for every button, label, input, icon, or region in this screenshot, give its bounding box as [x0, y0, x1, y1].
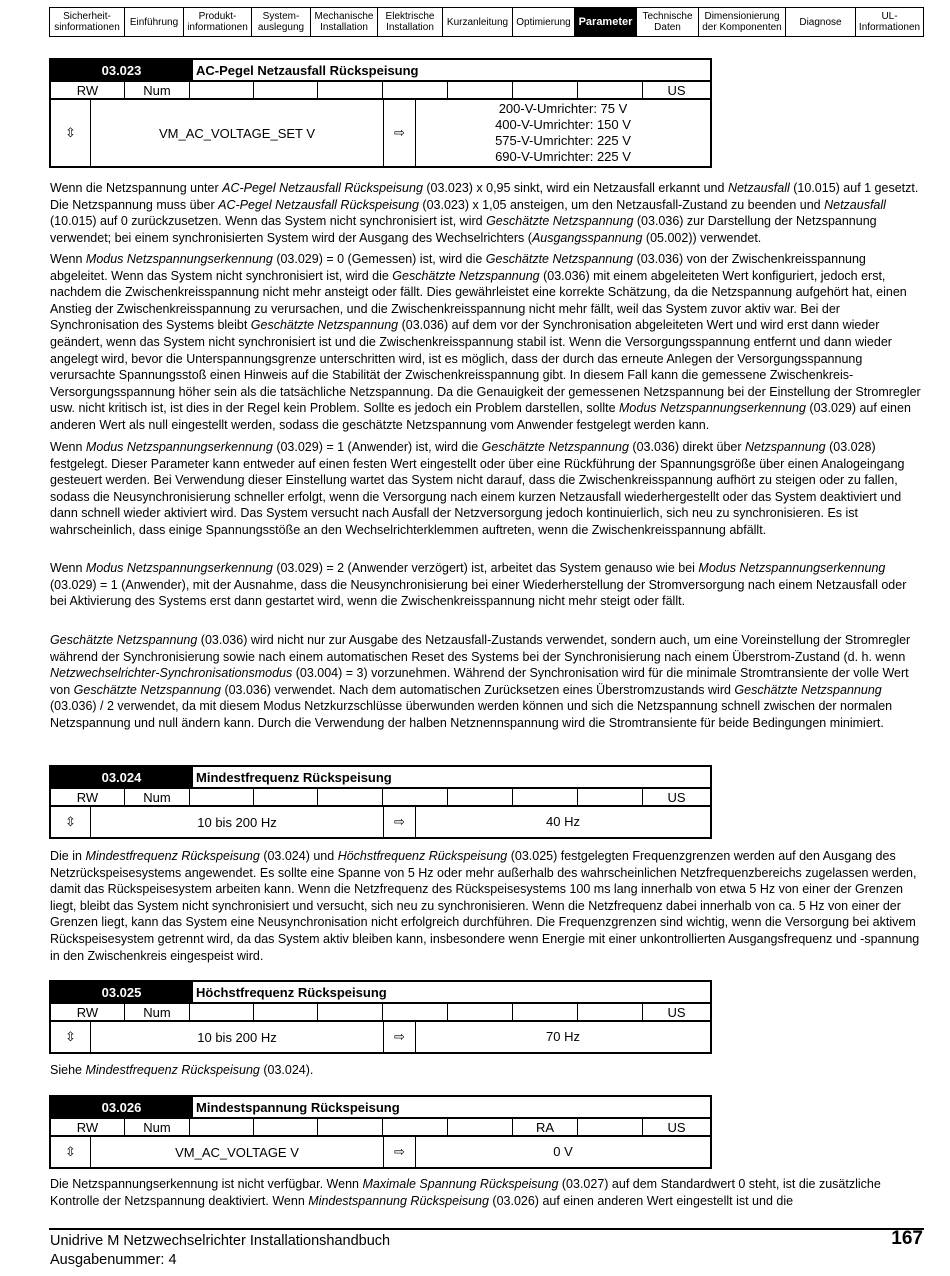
text-run: Wenn	[50, 561, 86, 575]
nav-item-safety[interactable]: Sicherheit- sinformationen	[50, 8, 125, 36]
page-number: 167	[891, 1228, 923, 1249]
parameter-reference: Geschätzte Netzspannung	[734, 682, 882, 697]
attr-ra	[513, 1004, 578, 1020]
parameter-reference: Netzausfall	[727, 181, 790, 195]
parameter-number: 03.026	[51, 1097, 192, 1117]
text-run: Siehe	[50, 1063, 86, 1077]
parameter-range: 10 bis 200 Hz	[91, 807, 384, 837]
text-run: (03.023) x 1,05 ansteigen, um den Netzausfall-Zustand zu beenden und	[418, 197, 825, 212]
nav-item-optimization[interactable]: Optimierung	[513, 8, 575, 36]
parameter-reference: Geschätzte Netzspannung	[392, 268, 540, 283]
attr-num: Num	[125, 789, 190, 805]
parameter-reference: Maximale Spannung Rückspeisung	[362, 1177, 559, 1191]
paragraph-2	[50, 251, 922, 434]
default-200v: 200-V-Umrichter: 75 V	[498, 101, 628, 116]
text-run: (03.029) = 1 (Anwender) ist, wird die	[272, 440, 482, 454]
parameter-reference: Modus Netzspannungserkennung	[85, 561, 273, 575]
right-arrow-icon: ⇨	[384, 807, 416, 837]
parameter-reference: Geschätzte Netzspannung	[485, 252, 634, 266]
paragraph-5	[50, 632, 922, 732]
paragraph-8	[50, 1176, 922, 1209]
parameter-reference: Modus Netzspannungserkennung	[85, 252, 273, 266]
text-run: (05.002)) verwendet.	[642, 230, 762, 245]
nav-item-parameter[interactable]: Parameter	[575, 8, 637, 36]
text-run: (10.015) auf 1 gesetzt. Die Netzspannung muss über	[50, 181, 919, 212]
parameter-table-03-026	[49, 1095, 712, 1169]
attr-ra	[513, 789, 578, 805]
parameter-reference: Netzspannung	[745, 440, 826, 454]
attr-rw: RW	[51, 789, 125, 805]
parameter-default: 40 Hz	[546, 814, 580, 829]
attr-num: Num	[125, 82, 190, 98]
parameter-default: 70 Hz	[546, 1029, 580, 1044]
parameter-table-03-023	[49, 58, 712, 168]
up-down-arrow-icon: ⇳	[51, 100, 91, 166]
parameter-number: 03.023	[51, 60, 192, 80]
text-run: (03.029) = 0 (Gemessen) ist, wird die	[272, 252, 486, 266]
text-run: (03.036) / 2 verwendet, da mit diesem Modus Netzkurzschlüsse überwunden werden können und sich die Netzspannung schnell zwischen der normalen Netzspannung und null ändern kann. Durch die Verwendung der halben Netznennspannung wird die Stromtransiente für beide Bedingungen minimiert.	[50, 699, 893, 730]
parameter-reference: AC-Pegel Netzausfall Rückspeisung	[218, 197, 419, 212]
parameter-reference: Mindestfrequenz Rückspeisung	[85, 1063, 260, 1077]
text-run: (03.029) auf einen anderen Wert als null eingestellt werden, sodass die geschätzte Netzspannung vom Anwender festgelegt werden kann.	[50, 401, 911, 432]
text-run: (03.004) = 3) vorzunehmen. Während der Synchronisation wird für die minimale Stromtransiente der volle Wert von	[50, 666, 909, 697]
parameter-range: VM_AC_VOLTAGE_SET V	[91, 100, 384, 166]
parameter-reference: AC-Pegel Netzausfall Rückspeisung	[222, 181, 423, 195]
parameter-reference: Ausgangsspannung	[531, 230, 643, 245]
text-run: (03.028) festgelegt. Dieser Parameter kann entweder auf einen festen Wert eingestellt oder über eine Rückführung der Spannungsgröße über einen Analogeingang gesteuert werden. Bei Verwendung dieser Einstellung wartet das System nicht darauf, dass die Zwischenkreisspannung aufhört zu steigen oder zu fallen, sodass die Neusynchronisierung schneller erfolgt, wenn die Versorgung nach einem kurzen Netzausfall wiederhergestellt oder das System deaktiviert und dann schnell wieder aktiviert wird. Das System versucht nach Ausfall der Netzversorgung jedoch kontinuierlich, sich neu zu synchronisieren. Es ist wahrscheinlich, dass einige Spannungsstöße an den Wechselrichterklemmen auftreten, wenn die Zwischenkreisspannung abfällt.	[50, 440, 905, 537]
attr-rw: RW	[51, 1004, 125, 1020]
nav-item-electrical-installation[interactable]: Elektrische Installation	[378, 8, 443, 36]
parameter-reference: Modus Netzspannungserkennung	[698, 561, 886, 575]
text-run: (03.024).	[259, 1063, 314, 1077]
parameter-title: Mindestspannung Rückspeisung	[192, 1097, 710, 1117]
parameter-reference: Netzausfall	[824, 197, 886, 212]
parameter-title: Mindestfrequenz Rückspeisung	[192, 767, 710, 787]
footer-issue: Ausgabenummer: 4	[50, 1252, 177, 1268]
up-down-arrow-icon: ⇳	[51, 1022, 91, 1052]
paragraph-3	[50, 439, 922, 539]
parameter-reference: Modus Netzspannungserkennung	[619, 401, 806, 416]
right-arrow-icon: ⇨	[384, 100, 416, 166]
text-run: (10.015) auf 0 zurückzusetzen. Wenn das System nicht synchronisiert ist, wird	[50, 214, 487, 229]
default-575v: 575-V-Umrichter: 225 V	[495, 133, 631, 148]
text-run: (03.029) = 2 (Anwender verzögert) ist, arbeitet das System genauso wie bei	[272, 561, 699, 575]
chapter-nav	[49, 7, 924, 37]
text-run: Wenn die Netzspannung unter	[50, 181, 223, 195]
footer-divider	[49, 1228, 924, 1230]
parameter-reference: Mindestspannung Rückspeisung	[308, 1193, 489, 1208]
right-arrow-icon: ⇨	[384, 1137, 416, 1167]
parameter-number: 03.024	[51, 767, 192, 787]
parameter-range: 10 bis 200 Hz	[91, 1022, 384, 1052]
text-run: Wenn	[50, 252, 86, 266]
text-run: (03.026) auf einen anderen Wert eingestellt ist und die	[488, 1193, 794, 1208]
parameter-reference: Geschätzte Netzspannung	[50, 633, 198, 647]
text-run: (03.036) direkt über	[628, 440, 745, 454]
text-run: (03.023) x 0,95 sinkt, wird ein Netzausfall erkannt und	[422, 181, 728, 195]
parameter-attributes	[51, 82, 710, 100]
parameter-reference: Modus Netzspannungserkennung	[85, 440, 273, 454]
footer-title: Unidrive M Netzwechselrichter Installationshandbuch	[50, 1233, 391, 1249]
parameter-reference: Höchstfrequenz Rückspeisung	[337, 849, 508, 863]
nav-item-product-info[interactable]: Produkt- informationen	[184, 8, 252, 36]
nav-item-mechanical-installation[interactable]: Mechanische Installation	[311, 8, 378, 36]
attr-ra	[513, 82, 578, 98]
attr-us: US	[667, 82, 686, 98]
parameter-reference: Geschätzte Netzspannung	[486, 214, 634, 229]
parameter-attributes	[51, 1004, 710, 1022]
default-400v: 400-V-Umrichter: 150 V	[495, 117, 631, 132]
text-run: (03.036) auf dem vor der Synchronisation abgeleiteten Wert und wird erst dann wieder geändert, wenn das System nicht synchronisiert ist und die Zwischenkreisspannung stabil ist. Wenn die Versorgungsspannung entfernt und dann wieder angelegt wird, bevor die Unterspannungsgrenze unterschritten wird, ist es möglich, dass der durch das erneute Anlegen der Versorgungsspannung verursachte Spannungsstoß einen Hinweis auf die Stabilität der Zwischenkreisspannung gibt. In diesem Fall kann die gemessene Zwischenkreis-Versorgungsspannung höher sein als die tatsächliche Netzspannung. Da die Genauigkeit der gemessenen Netzspannung bei der Einstellung der Stromregler usw. nicht kritisch ist, ist dies in der Regel kein Problem. Sollte es jedoch ein Problem darstellen, sollte	[50, 318, 921, 416]
up-down-arrow-icon: ⇳	[51, 807, 91, 837]
parameter-reference: Geschätzte Netzspannung	[481, 440, 629, 454]
parameter-attributes	[51, 789, 710, 807]
attr-us: US	[667, 789, 686, 805]
parameter-reference: Netzwechselrichter-Synchronisationsmodus	[50, 666, 293, 681]
text-run: Wenn	[50, 440, 86, 454]
parameter-table-03-025	[49, 980, 712, 1054]
text-run: (03.036) wird nicht nur zur Ausgabe des Netzausfall-Zustands verwendet, sondern auch, um eine Voreinstellung der Stromregler während der Synchronisierung sowie nach einem automatischen Reset des Systems bei der Synchronisierung nach einem Überstrom-Zustand (d. h. wenn	[50, 633, 911, 664]
paragraph-1	[50, 180, 922, 246]
parameter-title: Höchstfrequenz Rückspeisung	[192, 982, 710, 1002]
text-run: (03.027) auf dem Standardwert 0 steht, ist die zusätzliche Kontrolle der Netzspannung deaktiviert. Wenn	[50, 1177, 881, 1208]
attr-ra: RA	[513, 1119, 578, 1135]
text-run: (03.029) = 1 (Anwender), mit der Ausnahme, dass die Neusynchronisierung bei einer Wiederherstellung der Stromversorgung nach einem Netzausfall oder bei Aktivierung des Systems erst dann gestartet wird, wenn die Zwischenkreisspannung nicht mehr steigt oder fällt.	[50, 577, 907, 609]
parameter-range: VM_AC_VOLTAGE V	[91, 1137, 384, 1167]
nav-item-system-design[interactable]: System- auslegung	[252, 8, 311, 36]
parameter-title: AC-Pegel Netzausfall Rückspeisung	[192, 60, 710, 80]
nav-item-diagnostics[interactable]: Diagnose	[786, 8, 856, 36]
right-arrow-icon: ⇨	[384, 1022, 416, 1052]
text-run: (03.036) zur Darstellung der Netzspannung verwendet; bei einem synchronisierten System wird der Ausgang des Wechselrichters (	[50, 214, 877, 245]
parameter-reference: Geschätzte Netzspannung	[73, 682, 221, 697]
nav-item-component-sizing[interactable]: Dimensionierung der Komponenten	[699, 8, 786, 36]
text-run: (03.036) verwendet. Nach dem automatischen Zurücksetzen eines Überstromzustands wird	[220, 682, 735, 697]
attr-num: Num	[125, 1004, 190, 1020]
attr-us: US	[667, 1119, 686, 1135]
up-down-arrow-icon: ⇳	[51, 1137, 91, 1167]
text-run: Die in	[50, 849, 86, 863]
attr-us: US	[667, 1004, 686, 1020]
nav-item-quick-start[interactable]: Kurzanleitung	[443, 8, 513, 36]
text-run: (03.024) und	[259, 849, 338, 863]
text-run: Die Netzspannungserkennung ist nicht verfügbar. Wenn	[50, 1177, 363, 1191]
nav-item-ul-info[interactable]: UL- Informationen	[858, 11, 921, 33]
parameter-default: 0 V	[553, 1144, 573, 1159]
nav-item-introduction[interactable]: Einführung	[125, 8, 184, 36]
parameter-attributes	[51, 1119, 710, 1137]
paragraph-4	[50, 560, 922, 610]
parameter-table-03-024	[49, 765, 712, 839]
attr-rw: RW	[51, 1119, 125, 1135]
text-run: (03.036) mit einem abgeleiteten Wert konfiguriert, jedoch erst, nachdem die Zwischenkreisspannung nicht mehr ansteigt oder fällt. Dies gewährleistet eine korrekte Schätzung, da die Netzspannung aufgehört hat, einen Anstieg der Zwischenkreisspannung zu verursachen, und die Zwischenkreisspannung nicht mehr fällt, weil das System zuvor aktiv war. Bei der Synchronisation des Systems bleibt	[50, 268, 907, 333]
text-run: (03.036) von der Zwischenkreisspannung abgeleitet. Wenn das System nicht synchronisiert ist, wird die	[50, 252, 866, 283]
parameter-reference: Geschätzte Netzspannung	[250, 318, 399, 333]
attr-num: Num	[125, 1119, 190, 1135]
parameter-default	[416, 100, 710, 166]
parameter-number: 03.025	[51, 982, 192, 1002]
text-run: (03.025) festgelegten Frequenzgrenzen werden auf den Ausgang des Netzrückspeisesystems angewendet. Es sollte eine Spanne von 5 Hz oder mehr außerhalb des wahrscheinlichen Netzfrequenzbereichs zugelassen werden, damit das Rückspeisesystem arbeiten kann. Wenn die Netzfrequenz des Rückspeisesystems 100 ms lang innerhalb von etwa 5 Hz von einer der Grenzen liegt, bleibt das System nicht synchronisiert und versucht, sich neu zu synchronisieren. Wenn die Netzfrequenz dabei innerhalb von ca. 5 Hz von einer der Grenzen liegt, kann das System eine Neusynchronisation nicht erfolgreich durchführen. Die Frequenzgrenzen sind wichtig, wenn die Versorgung bei aktivem Rückspeisesystem getrennt wird, da das System aktiv bleiben kann, insbesondere wenn Energie mit einer unkontrollierten Ausgangsfrequenz und -spannung in den Zwischenkreis eingespeist wird.	[50, 849, 920, 963]
nav-item-technical-data[interactable]: Technische Daten	[637, 8, 699, 36]
paragraph-6	[50, 848, 922, 964]
attr-rw: RW	[51, 82, 125, 98]
default-690v: 690-V-Umrichter: 225 V	[495, 149, 631, 164]
parameter-reference: Mindestfrequenz Rückspeisung	[85, 849, 260, 863]
paragraph-7	[50, 1062, 922, 1079]
